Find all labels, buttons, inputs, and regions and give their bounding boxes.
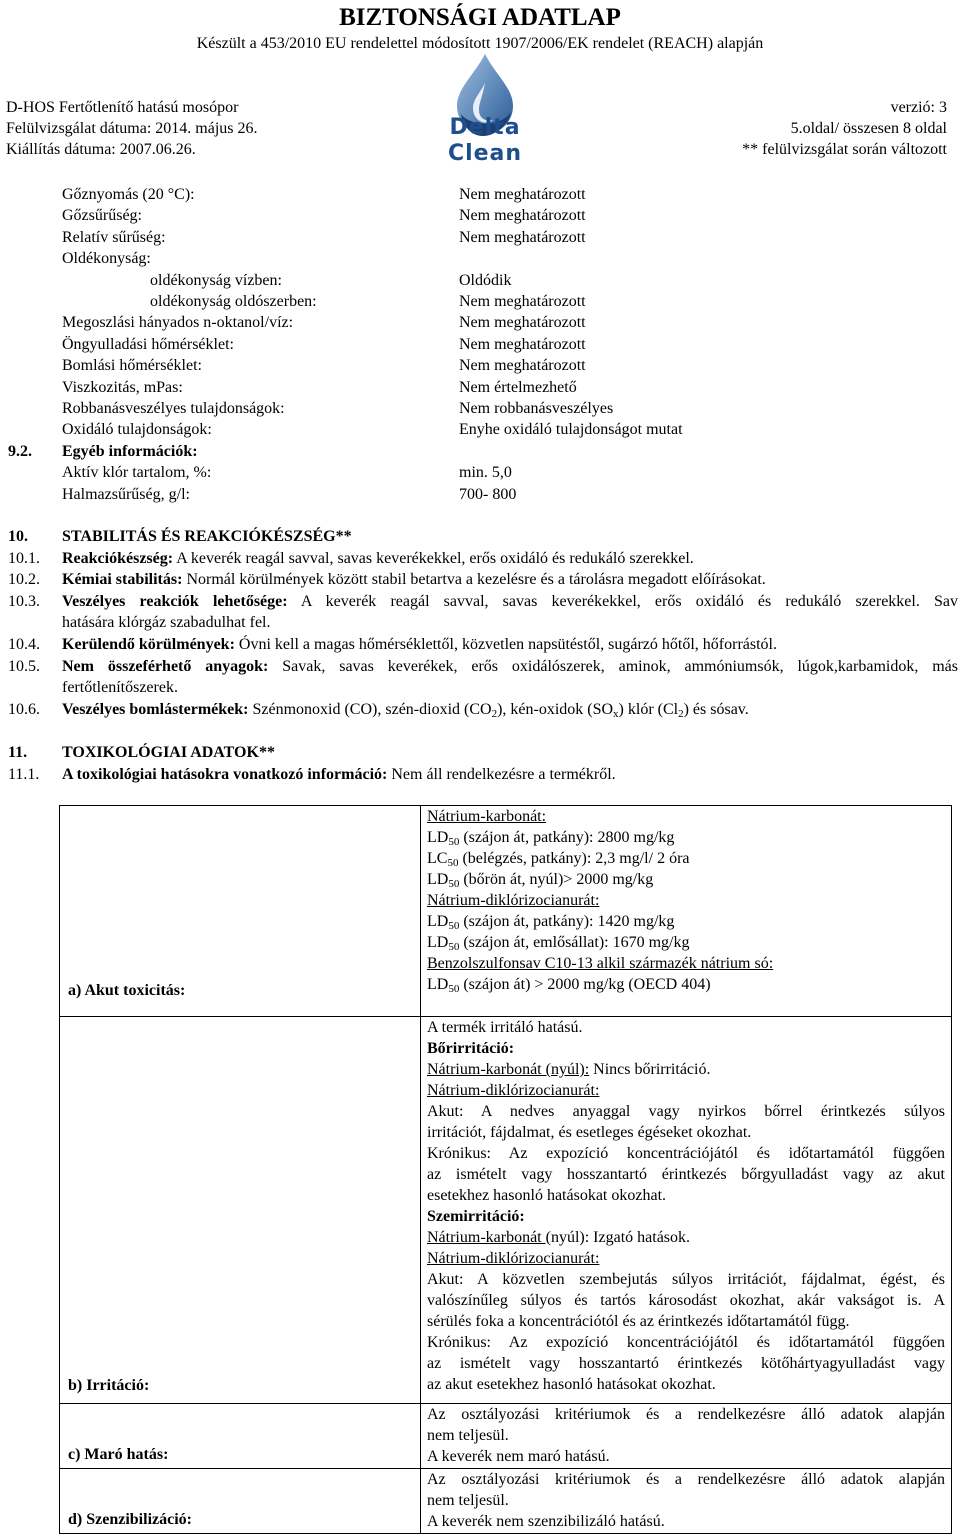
property-row [62, 419, 942, 440]
issue-date: Kiállítás dátuma: 2007.06.26. [6, 141, 196, 158]
skin-acute-line1: Akut: A nedves anyaggal vagy nyirkos bőrrel érintkezés súlyos [427, 1103, 945, 1120]
section-10-number: 10. [8, 528, 28, 545]
property-value: Nem meghatározott [459, 336, 586, 353]
irritation-label: b) Irritáció: [68, 1377, 150, 1394]
property-row [62, 377, 942, 398]
product-name: D-HOS Fertőtlenítő hatású mosópor [6, 99, 239, 116]
logo-text: Delta Clean [447, 115, 523, 166]
property-value: Nem értelmezhető [459, 379, 577, 396]
document-subtitle: Készült a 453/2010 EU rendelettel módosított 1907/2006/EK rendelet (REACH) alapján [196, 35, 764, 52]
bulk-density-label: Halmazsűrűség, g/l: [62, 486, 190, 503]
property-row [62, 334, 942, 355]
sensitization-line3: A keverék nem szenzibilizáló hatású. [427, 1513, 665, 1530]
acute-toxicity-row [60, 806, 952, 1017]
item-10-6-text: Veszélyes bomlástermékek: Szénmonoxid (CO), szén-dioxid $(CO_2)$, kén-oxidok $(SO_x)$ klór $(Cl_2)$ és sósav. [62, 701, 749, 720]
property-value: Nem meghatározott [459, 357, 586, 374]
eye-chronic-line1: Krónikus: Az expozíció koncentrációjától és időtartamától függően [427, 1334, 945, 1351]
property-row [62, 312, 942, 333]
skin-irritation-heading: Bőrirritáció: [427, 1040, 515, 1057]
property-label: Bomlási hőmérséklet: [62, 357, 202, 374]
version: verzió: 3 [890, 99, 947, 116]
changed-note: ** felülvizsgálat során változott [742, 141, 947, 158]
property-value: Nem meghatározott [459, 293, 586, 310]
section-9-2-number: 9.2. [8, 443, 32, 460]
property-label: Öngyulladási hőmérséklet: [62, 336, 234, 353]
bulk-density-value: 700- 800 [459, 486, 517, 503]
corrosive-row [60, 1404, 952, 1469]
skin-chronic-line2: az ismételt vagy hosszantartó érintkezés bőrgyulladást vagy az akut [427, 1166, 945, 1183]
sodium-carbonate-heading: Nátrium-karbonát: [427, 808, 547, 825]
property-value: Enyhe oxidáló tulajdonságot mutat [459, 421, 683, 438]
benzenesulfonate-ld50: $LD_{50}$ (szájon át) > 2000 mg/kg (OECD 404) [427, 976, 711, 995]
property-row [62, 227, 942, 248]
skin-chronic-line1: Krónikus: Az expozíció koncentrációjától és időtartamától függően [427, 1145, 945, 1162]
item-10-4-number: 10.4. [8, 636, 40, 653]
acute-toxicity-label-cell [60, 806, 421, 1017]
property-label: oldékonyság oldószerben: [150, 293, 317, 310]
property-label: oldékonyság vízben: [150, 272, 282, 289]
sensitization-label-cell [60, 1469, 421, 1534]
sensitization-label: d) Szenzibilizáció: [68, 1511, 192, 1528]
item-10-5-number: 10.5. [8, 658, 40, 675]
active-chlorine-label: Aktív klór tartalom, %: [62, 464, 212, 481]
dcc-ld50-oral-mammal: $LD_{50}$ (szájon át, emlősállat): 1670 mg/kg [427, 934, 690, 953]
irritation-intro: A termék irritáló hatású. [427, 1019, 583, 1036]
property-value: Oldódik [459, 272, 512, 289]
item-10-1-text: Reakciókészség: A keverék reagál savval, savas keverékekkel, erős oxidáló és redukáló szerekkel. [62, 550, 694, 567]
item-10-1-number: 10.1. [8, 550, 40, 567]
acute-toxicity-label: a) Akut toxicitás: [68, 982, 186, 999]
corrosive-label-cell [60, 1404, 421, 1469]
item-10-3-text: Veszélyes reakciók lehetősége: A keverék reagál savval, savas keverékekkel, erős oxidáló és redukáló szerekkel. Sav [62, 593, 959, 610]
item-10-6-number: 10.6. [8, 701, 40, 718]
document-title: BIZTONSÁGI ADATLAP [339, 4, 621, 31]
property-label: Gőznyomás (20 °C): [62, 186, 195, 203]
corrosive-values [421, 1404, 952, 1469]
ld50-oral-rat: $LD_{50}$ (szájon át, patkány): 2800 mg/kg [427, 829, 675, 848]
irritation-label-cell [60, 1017, 421, 1404]
item-11-1-text: A toxikológiai hatásokra vonatkozó információ: Nem áll rendelkezésre a termékről. [62, 766, 616, 783]
property-label: Oxidáló tulajdonságok: [62, 421, 212, 438]
section-11-title: TOXIKOLÓGIAI ADATOK** [62, 744, 275, 761]
sensitization-line2: nem teljesül. [427, 1492, 509, 1509]
property-row [62, 355, 942, 376]
corrosive-label: c) Maró hatás: [68, 1446, 169, 1463]
property-label: Megoszlási hányados n-oktanol/víz: [62, 314, 294, 331]
item-10-2-text: Kémiai stabilitás: Normál körülmények között stabil betartva a kezelésre és a tárolásra megadott előírásokat. [62, 571, 766, 588]
item-11-1-number: 11.1. [8, 766, 40, 783]
acute-toxicity-values [421, 806, 952, 1017]
property-value: Nem meghatározott [459, 229, 586, 246]
property-row [62, 270, 942, 291]
property-value: Nem meghatározott [459, 186, 586, 203]
item-10-2-number: 10.2. [8, 571, 40, 588]
property-value: Nem meghatározott [459, 207, 586, 224]
property-label: Viszkozitás, mPas: [62, 379, 183, 396]
property-label: Oldékonyság: [62, 250, 151, 267]
eye-acute-line1: Akut: A közvetlen szembejutás súlyos irritációt, fájdalmat, égést, és [427, 1271, 945, 1288]
property-row [62, 291, 942, 312]
skin-dcc-heading: Nátrium-diklórizocianurát: [427, 1082, 600, 1099]
item-10-5-line2: fertőtlenítőszerek. [62, 679, 178, 696]
skin-sodium-carbonate: Nátrium-karbonát (nyúl): Nincs bőrirritáció. [427, 1061, 711, 1078]
item-10-3-number: 10.3. [8, 593, 40, 610]
eye-irritation-heading: Szemirritáció: [427, 1208, 525, 1225]
skin-acute-line2: irritációt, fájdalmat, és esetleges égéseket okozhat. [427, 1124, 752, 1141]
property-row [62, 398, 942, 419]
item-10-5-text: Nem összeférhető anyagok: Savak, savas keverékek, erős oxidálószerek, aminok, ammóniumsók, lúgok,karbamidok, más [62, 658, 958, 675]
lc50-inhal-rat: $LC_{50}$ (belégzés, patkány): 2,3 mg/l/ 2 óra [427, 850, 690, 869]
corrosive-line1: Az osztályozási kritériumok és a rendelkezésre álló adatok alapján [427, 1406, 945, 1423]
eye-acute-line2: valószínűleg súlyos és tartós károsodást okozhat, akár vakságot is. A [427, 1292, 945, 1309]
property-row [62, 248, 942, 269]
property-label: Gőzsűrűség: [62, 207, 142, 224]
page-number: 5.oldal/ összesen 8 oldal [790, 120, 947, 137]
sensitization-values [421, 1469, 952, 1534]
section-9-2-title: Egyéb információk: [62, 443, 198, 460]
eye-acute-line3: sérülés foka a koncentrációtól és az érintkezés időtartamától függ. [427, 1313, 850, 1330]
sensitization-row [60, 1469, 952, 1534]
eye-sodium-carbonate: Nátrium-karbonát (nyúl): Izgató hatások. [427, 1229, 691, 1246]
item-10-3-line2: hatására klórgáz szabadulhat fel. [62, 614, 271, 631]
delta-clean-logo [413, 52, 553, 166]
review-date: Felülvizsgálat dátuma: 2014. május 26. [6, 120, 258, 137]
property-value: Nem meghatározott [459, 314, 586, 331]
corrosive-line3: A keverék nem maró hatású. [427, 1448, 610, 1465]
irritation-values [421, 1017, 952, 1404]
eye-chronic-line2: az ismételt vagy hosszantartó érintkezés kötőhártyagyulladást vagy [427, 1355, 945, 1372]
skin-chronic-line3: esetekhez hasonló hatásokat okozhat. [427, 1187, 667, 1204]
section-11-number: 11. [8, 744, 28, 761]
corrosive-line2: nem teljesül. [427, 1427, 509, 1444]
eye-chronic-line3: az akut esetekhez hasonló hatásokat okozhat. [427, 1376, 716, 1393]
ld50-dermal-rabbit: $LD_{50}$ (bőrön át, nyúl)> 2000 mg/kg [427, 871, 654, 890]
dcc-ld50-oral-rat: $LD_{50}$ (szájon át, patkány): 1420 mg/kg [427, 913, 675, 932]
toxicology-table [59, 805, 952, 1534]
property-value: Nem robbanásveszélyes [459, 400, 614, 417]
property-label: Robbanásveszélyes tulajdonságok: [62, 400, 285, 417]
eye-dcc-heading: Nátrium-diklórizocianurát: [427, 1250, 600, 1267]
benzenesulfonate-heading: Benzolszulfonsav C10-13 alkil származék nátrium só: [427, 955, 774, 972]
property-row [62, 184, 942, 205]
active-chlorine-value: min. 5,0 [459, 464, 512, 481]
item-10-4-text: Kerülendő körülmények: Óvni kell a magas hőmérséklettől, közvetlen napsütéstől, sugárzó hőtől, hőforrástól. [62, 636, 777, 653]
dcc-heading: Nátrium-diklórizocianurát: [427, 892, 600, 909]
sensitization-line1: Az osztályozási kritériumok és a rendelkezésre álló adatok alapján [427, 1471, 945, 1488]
property-row [62, 205, 942, 226]
irritation-row [60, 1017, 952, 1404]
property-label: Relatív sűrűség: [62, 229, 166, 246]
section-10-title: STABILITÁS ÉS REAKCIÓKÉSZSÉG** [62, 528, 352, 545]
